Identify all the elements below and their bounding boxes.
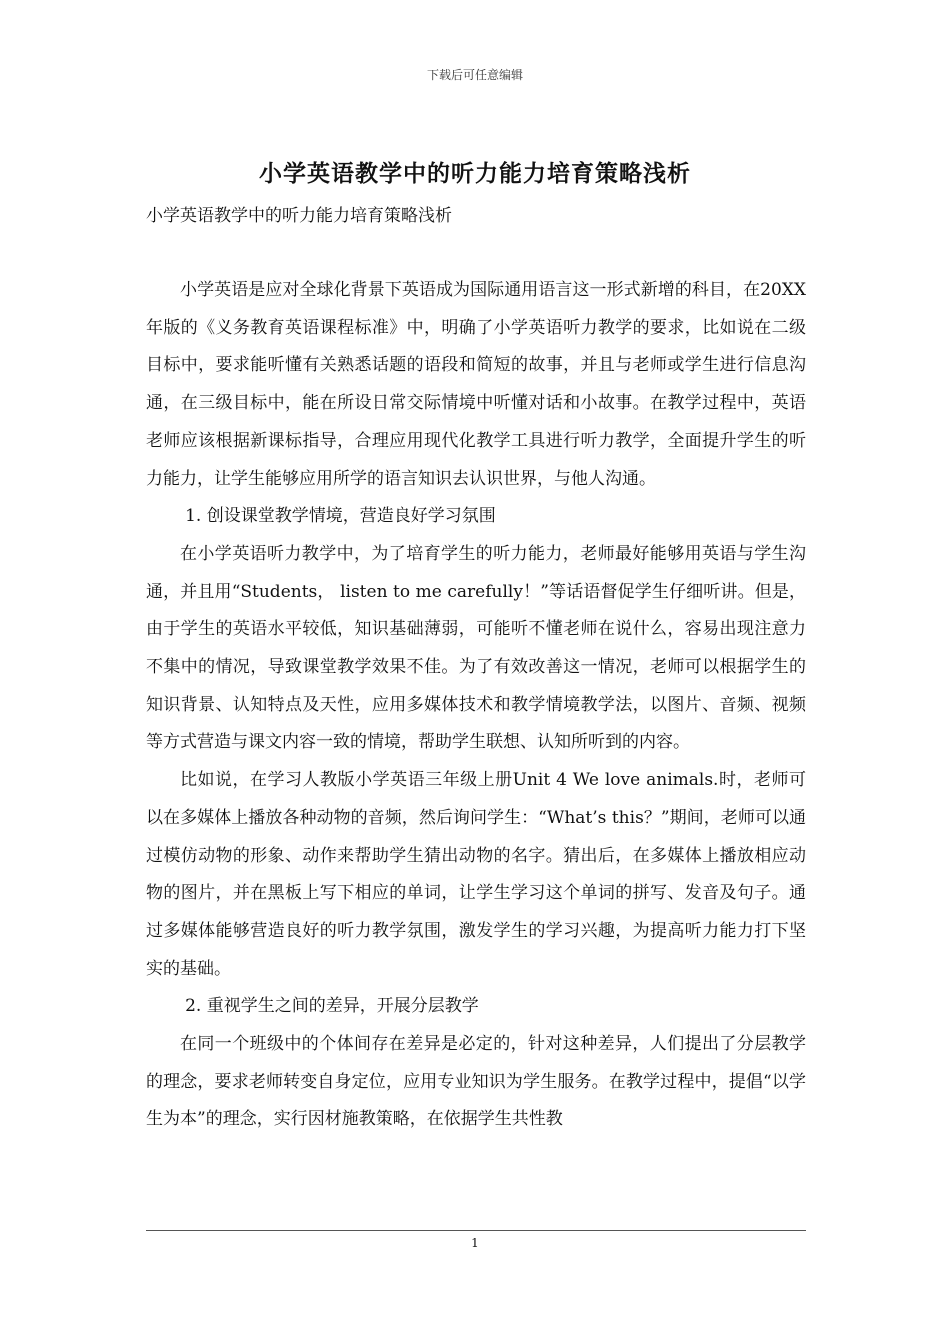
body-paragraph: 在小学英语听力教学中，为了培育学生的听力能力，老师最好能够用英语与学生沟通，并且用“Students， listen to me carefully！”等话语督促学生仔细听讲。但是，由于学生的英语水平较低，知识基础薄弱，可能听不懂老师在说什么，容易出现注意力不集中的情况，导致课堂教学效果不佳。为了有效改善这一情况，老师可以根据学生的知识背景、认知特点及天性，应用多媒体技术和教学情境教学法，以图片、音频、视频等方式营造与课文内容一致的情境，帮助学生联想、认知所听到的内容。 <box>146 543 806 753</box>
body-paragraph: 小学英语是应对全球化背景下英语成为国际通用语言这一形式新增的科目，在20XX年版的《义务教育英语课程标准》中，明确了小学英语听力教学的要求，比如说在二级目标中，要求能听懂有关熟悉话题的语段和简短的故事，并且与老师或学生进行信息沟通，在三级目标中，能在所设日常交际情境中听懂对话和小故事。在教学过程中，英语老师应该根据新课标指导，合理应用现代化教学工具进行听力教学，全面提升学生的听力能力，让学生能够应用所学的语言知识去认识世界，与他人沟通。 <box>146 280 806 489</box>
footer-divider <box>146 1230 806 1231</box>
section-heading: 2. 重视学生之间的差异，开展分层教学 <box>185 996 479 1017</box>
body-paragraph: 比如说，在学习人教版小学英语三年级上册Unit 4 We love animals.时，老师可以在多媒体上播放各种动物的音频，然后询问学生：“What’s this？”期间，老师可以通过模仿动物的形象、动作来帮助学生猜出动物的名字。猜出后，在多媒体上播放相应动物的图片，并在黑板上写下相应的单词，让学生学习这个单词的拼写、发音及句子。通过多媒体能够营造良好的听力教学氛围，激发学生的学习兴趣，为提高听力能力打下坚实的基础。 <box>146 770 806 979</box>
page-header: 下载后可任意编辑 <box>426 68 523 82</box>
document-subtitle: 小学英语教学中的听力能力培育策略浅析 <box>146 206 452 226</box>
body-paragraph: 在同一个班级中的个体间存在差异是必定的，针对这种差异，人们提出了分层教学的理念，要求老师转变自身定位，应用专业知识为学生服务。在教学过程中，提倡“以学生为本”的理念，实行因材施教策略，在依据学生共性教 <box>146 1034 806 1130</box>
section-heading: 1. 创设课堂教学情境，营造良好学习氛围 <box>185 506 496 527</box>
document-body <box>146 272 806 1139</box>
document-title: 小学英语教学中的听力能力培育策略浅析 <box>259 160 691 187</box>
page-number: 1 <box>471 1236 479 1250</box>
